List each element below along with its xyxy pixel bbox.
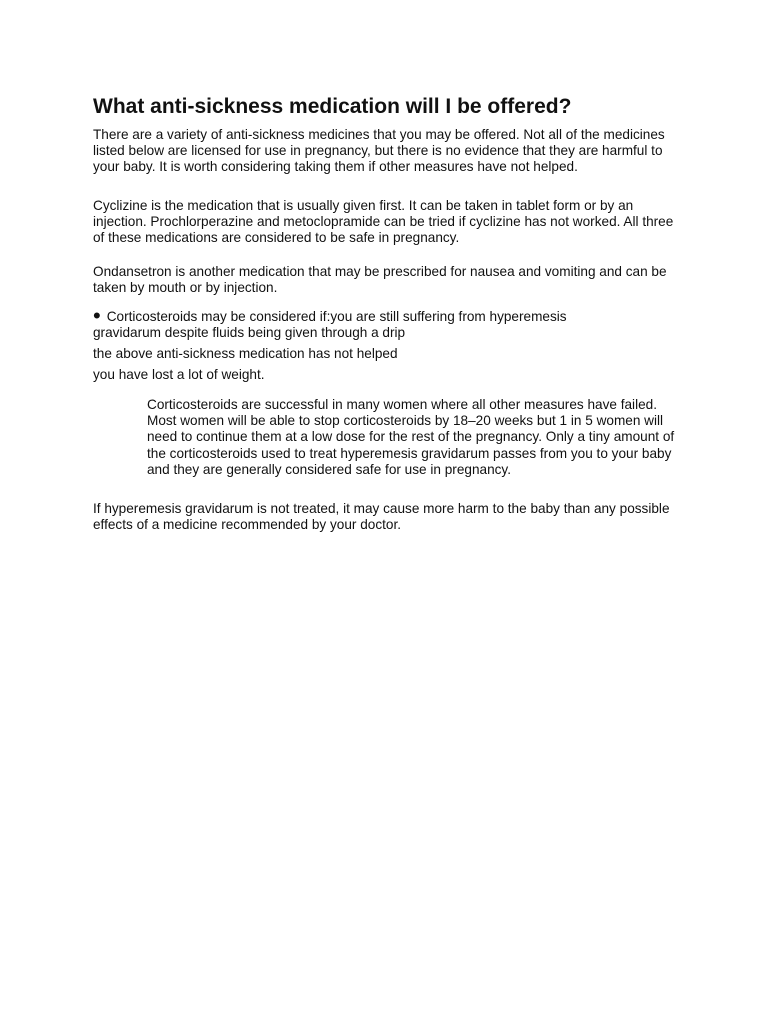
condition-line-1: gravidarum despite fluids being given through a drip — [93, 325, 406, 340]
intro-paragraph: There are a variety of anti-sickness medicines that you may be offered. Not all of the medicines listed below are licensed for use in pregnancy, but there is no evidence that they are harmful to your baby. It is worth considering taking them if other measures have not helped. — [93, 127, 665, 175]
conclusion-paragraph: If hyperemesis gravidarum is not treated, it may cause more harm to the baby than any possible effects of a medicine recommended by your doctor. — [93, 501, 670, 533]
condition-line-2: the above anti-sickness medication has not helped — [93, 346, 398, 361]
corticosteroids-intro-text: Corticosteroids may be considered if:you are still suffering from hyperemesis — [106, 309, 567, 324]
bullet-icon: • — [93, 303, 101, 328]
cyclizine-paragraph: Cyclizine is the medication that is usually given first. It can be taken in tablet form or by an injection. Prochlorperazine and metoclopramide can be tried if cyclizine has not worked. All three of these medications are considered to be safe in pregnancy. — [93, 198, 674, 246]
page-title: What anti-sickness medication will I be offered? — [93, 95, 572, 118]
condition-line-3: you have lost a lot of weight. — [93, 367, 265, 382]
corticosteroids-bullet — [93, 305, 567, 326]
ondansetron-paragraph: Ondansetron is another medication that may be prescribed for nausea and vomiting and can be taken by mouth or by injection. — [93, 264, 667, 296]
corticosteroids-detail-paragraph: Corticosteroids are successful in many women where all other measures have failed. Most women will be able to stop corticosteroids by 18–20 weeks but 1 in 5 women will need to continue them at a low dose for the rest of the pregnancy. Only a tiny amount of the corticosteroids used to treat hyperemesis gravidarum passes from you to your baby and they are generally considered safe for use in pregnancy. — [147, 397, 675, 477]
